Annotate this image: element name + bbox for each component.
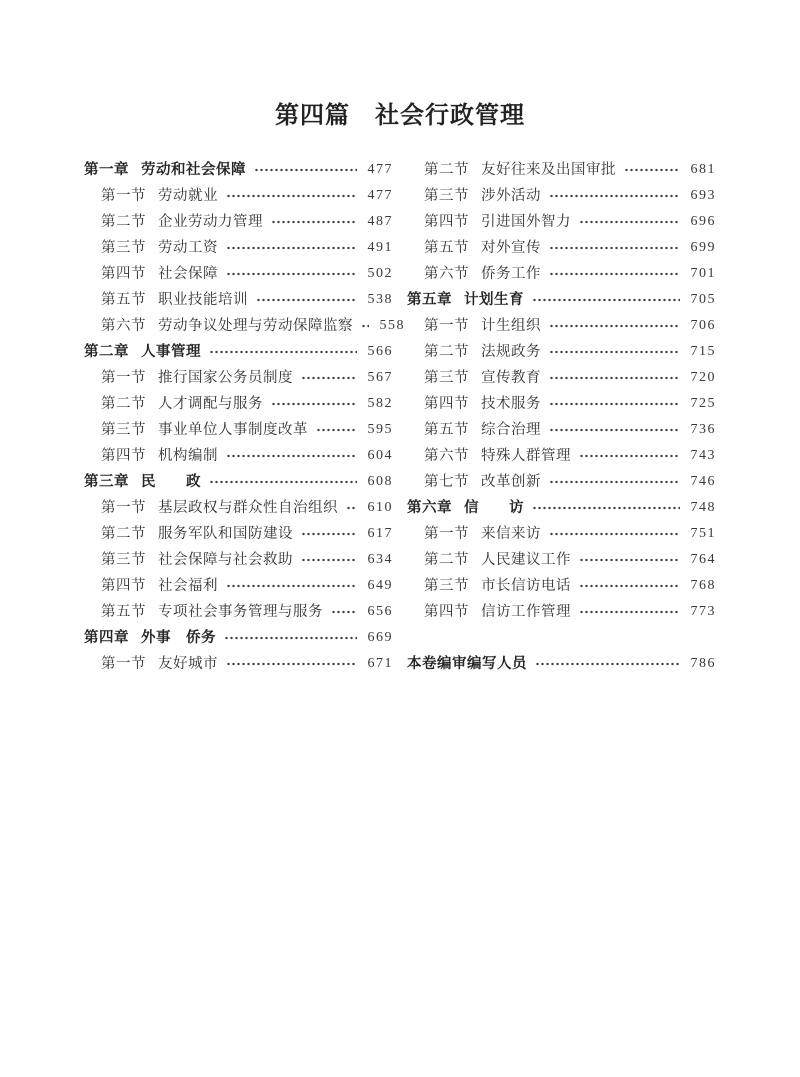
toc-entry xyxy=(407,183,716,209)
dot-leader xyxy=(271,391,357,417)
toc-entry-label: 第二节 xyxy=(101,526,146,542)
dot-leader xyxy=(209,339,357,365)
toc-entry xyxy=(84,235,393,261)
dot-leader xyxy=(346,495,357,521)
toc-entry-page: 567 xyxy=(367,370,393,385)
toc-entry-page: 617 xyxy=(367,526,393,541)
toc-entry-title: 社会保障 xyxy=(158,266,218,282)
toc-entry xyxy=(407,339,716,365)
toc-entry-page: 751 xyxy=(690,526,716,541)
toc-entry-page: 566 xyxy=(367,344,393,359)
toc-entry-page: 699 xyxy=(690,240,716,255)
toc-entry-title: 职业技能培训 xyxy=(158,292,248,308)
toc-entry xyxy=(84,365,393,391)
dot-leader xyxy=(301,547,357,573)
toc-entry xyxy=(84,651,393,677)
dot-leader xyxy=(226,573,357,599)
toc-entry-page: 595 xyxy=(367,422,393,437)
toc-entry-label: 第一节 xyxy=(424,526,469,542)
dot-leader xyxy=(579,209,680,235)
toc-entry-page: 608 xyxy=(367,474,393,489)
toc-entry-page: 681 xyxy=(690,162,716,177)
dot-leader xyxy=(535,651,680,677)
toc-entry-title: 计划生育 xyxy=(464,292,524,308)
dot-leader xyxy=(254,157,357,183)
toc-entry xyxy=(407,651,716,677)
dot-leader xyxy=(549,469,680,495)
toc-entry xyxy=(84,339,393,365)
toc-entry-page: 748 xyxy=(690,500,716,515)
dot-leader xyxy=(256,287,357,313)
toc-entry xyxy=(84,391,393,417)
toc-entry-label: 第二节 xyxy=(424,552,469,568)
toc-entry-label: 第二节 xyxy=(101,396,146,412)
toc-entry xyxy=(407,157,716,183)
dot-leader xyxy=(549,417,680,443)
toc-entry-label: 第一章 xyxy=(84,162,129,178)
toc-entry xyxy=(407,235,716,261)
toc-entry-label: 第四节 xyxy=(424,604,469,620)
toc-entry-title: 机构编制 xyxy=(158,448,218,464)
dot-leader xyxy=(226,261,357,287)
toc-entry-title: 市长信访电话 xyxy=(481,578,571,594)
toc-entry-label: 第三章 xyxy=(84,474,129,490)
toc-entry-page: 705 xyxy=(690,292,716,307)
toc-entry xyxy=(84,547,393,573)
toc-entry-label: 第四节 xyxy=(101,266,146,282)
page-title: 第四篇 社会行政管理 xyxy=(275,103,525,129)
toc-entry-page: 746 xyxy=(690,474,716,489)
toc-entry-title: 劳动工资 xyxy=(158,240,218,256)
toc-entry-label: 第一节 xyxy=(101,188,146,204)
dot-leader xyxy=(579,573,680,599)
toc-entry-label: 第四节 xyxy=(424,214,469,230)
toc-entry-label: 第三节 xyxy=(424,188,469,204)
toc-entry-page: 720 xyxy=(690,370,716,385)
dot-leader xyxy=(209,469,357,495)
toc-entry-label: 第二节 xyxy=(424,162,469,178)
toc-entry xyxy=(84,521,393,547)
toc-entry-title: 法规政务 xyxy=(481,344,541,360)
dot-leader xyxy=(579,547,680,573)
dot-leader xyxy=(226,183,357,209)
toc-entry xyxy=(407,417,716,443)
toc-entry-label: 第五节 xyxy=(424,422,469,438)
dot-leader xyxy=(549,183,680,209)
toc-entry-title: 人事管理 xyxy=(141,344,201,360)
toc-entry xyxy=(84,313,405,339)
toc-entry-title: 民 政 xyxy=(141,474,201,490)
toc-entry-page: 693 xyxy=(690,188,716,203)
toc-entry-label: 第七节 xyxy=(424,474,469,490)
toc-entry-label: 第一节 xyxy=(101,656,146,672)
toc-entry-label: 第五章 xyxy=(407,292,452,308)
toc-entry-label: 第三节 xyxy=(424,578,469,594)
toc-entry-label: 第六节 xyxy=(424,448,469,464)
toc-entry xyxy=(84,573,393,599)
toc-entry-label: 第六节 xyxy=(101,318,146,334)
toc-entry-title: 事业单位人事制度改革 xyxy=(158,422,308,438)
toc-entry xyxy=(84,287,393,313)
toc-entry-title: 引进国外智力 xyxy=(481,214,571,230)
toc-entry-label: 第三节 xyxy=(101,240,146,256)
dot-leader xyxy=(226,443,357,469)
toc-entry-page: 671 xyxy=(367,656,393,671)
toc-entry-page: 538 xyxy=(367,292,393,307)
toc-entry xyxy=(407,573,716,599)
dot-leader xyxy=(549,339,680,365)
toc-entry-title: 劳动争议处理与劳动保障监察 xyxy=(158,318,353,334)
toc-entry-title: 涉外活动 xyxy=(481,188,541,204)
toc-entry-title: 企业劳动力管理 xyxy=(158,214,263,230)
toc-entry-page: 725 xyxy=(690,396,716,411)
toc-entry-page: 768 xyxy=(690,578,716,593)
toc-entry-title: 宣传教育 xyxy=(481,370,541,386)
toc-entry xyxy=(84,417,393,443)
toc-entry xyxy=(407,287,716,313)
toc xyxy=(84,157,716,677)
toc-entry-title: 改革创新 xyxy=(481,474,541,490)
toc-entry xyxy=(407,469,716,495)
dot-leader xyxy=(579,599,680,625)
dot-leader xyxy=(301,521,357,547)
toc-entry xyxy=(84,261,393,287)
toc-entry-title: 服务军队和国防建设 xyxy=(158,526,293,542)
toc-entry-page: 477 xyxy=(367,162,393,177)
toc-entry-label: 第四节 xyxy=(424,396,469,412)
toc-entry-label: 第一节 xyxy=(424,318,469,334)
toc-entry-label: 第三节 xyxy=(101,422,146,438)
toc-entry-page: 656 xyxy=(367,604,393,619)
toc-entry xyxy=(84,625,393,651)
toc-entry-title: 基层政权与群众性自治组织 xyxy=(158,500,338,516)
toc-entry-page: 669 xyxy=(367,630,393,645)
toc-entry-title: 友好城市 xyxy=(158,656,218,672)
toc-entry-label: 第六章 xyxy=(407,500,452,516)
toc-entry-page: 736 xyxy=(690,422,716,437)
toc-entry-title: 技术服务 xyxy=(481,396,541,412)
toc-entry-title: 综合治理 xyxy=(481,422,541,438)
toc-entry-label: 第二节 xyxy=(101,214,146,230)
toc-entry-page: 502 xyxy=(367,266,393,281)
toc-entry-label: 第二节 xyxy=(424,344,469,360)
toc-entry-label: 第五节 xyxy=(101,604,146,620)
toc-entry xyxy=(84,495,393,521)
toc-entry xyxy=(407,365,716,391)
toc-entry-page: 786 xyxy=(690,656,716,671)
toc-entry xyxy=(84,443,393,469)
dot-leader xyxy=(532,495,680,521)
toc-entry-page: 634 xyxy=(367,552,393,567)
toc-left-column xyxy=(84,157,405,677)
dot-leader xyxy=(224,625,357,651)
toc-entry-label: 第三节 xyxy=(424,370,469,386)
toc-entry-page: 604 xyxy=(367,448,393,463)
dot-leader xyxy=(549,313,680,339)
dot-leader xyxy=(549,391,680,417)
toc-entry xyxy=(407,209,716,235)
toc-entry-page: 706 xyxy=(690,318,716,333)
toc-entry-title: 专项社会事务管理与服务 xyxy=(158,604,323,620)
toc-entry-page: 477 xyxy=(367,188,393,203)
toc-entry-page: 696 xyxy=(690,214,716,229)
toc-entry-title: 社会福利 xyxy=(158,578,218,594)
toc-entry-title: 特殊人群管理 xyxy=(481,448,571,464)
toc-entry-label: 第四章 xyxy=(84,630,129,646)
toc-entry-title: 推行国家公务员制度 xyxy=(158,370,293,386)
dot-leader xyxy=(549,235,680,261)
toc-entry-title: 人才调配与服务 xyxy=(158,396,263,412)
dot-leader xyxy=(271,209,357,235)
dot-leader xyxy=(316,417,357,443)
toc-entry-title: 人民建议工作 xyxy=(481,552,571,568)
toc-entry-title: 对外宣传 xyxy=(481,240,541,256)
dot-leader xyxy=(361,313,369,339)
toc-entry xyxy=(84,209,393,235)
toc-entry-page: 715 xyxy=(690,344,716,359)
toc-entry-title: 来信来访 xyxy=(481,526,541,542)
toc-entry-title: 社会保障与社会救助 xyxy=(158,552,293,568)
dot-leader xyxy=(549,521,680,547)
dot-leader xyxy=(579,443,680,469)
toc-entry xyxy=(407,313,716,339)
toc-entry xyxy=(407,547,716,573)
toc-entry-page: 764 xyxy=(690,552,716,567)
toc-entry-page: 649 xyxy=(367,578,393,593)
toc-entry-page: 487 xyxy=(367,214,393,229)
toc-entry-label: 第三节 xyxy=(101,552,146,568)
toc-entry xyxy=(84,599,393,625)
toc-entry-title: 劳动和社会保障 xyxy=(141,162,246,178)
dot-leader xyxy=(549,261,680,287)
dot-leader xyxy=(532,287,680,313)
toc-entry-page: 582 xyxy=(367,396,393,411)
toc-right-column xyxy=(407,157,716,677)
toc-entry xyxy=(84,157,393,183)
toc-entry-label: 第一节 xyxy=(101,370,146,386)
toc-entry-page: 558 xyxy=(379,318,405,333)
dot-leader xyxy=(331,599,357,625)
toc-entry-label: 第五节 xyxy=(424,240,469,256)
toc-entry-label: 第二章 xyxy=(84,344,129,360)
toc-entry-title: 计生组织 xyxy=(481,318,541,334)
toc-entry-label: 第六节 xyxy=(424,266,469,282)
toc-entry-page: 773 xyxy=(690,604,716,619)
dot-leader xyxy=(624,157,680,183)
toc-entry-title: 劳动就业 xyxy=(158,188,218,204)
toc-entry-title: 外事 侨务 xyxy=(141,630,216,646)
toc-entry xyxy=(407,391,716,417)
toc-entry-label: 第四节 xyxy=(101,578,146,594)
toc-entry-page: 701 xyxy=(690,266,716,281)
toc-entry xyxy=(407,521,716,547)
dot-leader xyxy=(226,651,357,677)
toc-entry-title: 友好往来及出国审批 xyxy=(481,162,616,178)
toc-entry xyxy=(407,443,716,469)
toc-entry xyxy=(84,469,393,495)
dot-leader xyxy=(226,235,357,261)
toc-entry-label: 第四节 xyxy=(101,448,146,464)
toc-entry-page: 491 xyxy=(367,240,393,255)
dot-leader xyxy=(301,365,357,391)
toc-entry-title: 信访工作管理 xyxy=(481,604,571,620)
toc-entry xyxy=(407,261,716,287)
toc-entry-title: 信 访 xyxy=(464,500,524,516)
toc-entry-page: 743 xyxy=(690,448,716,463)
toc-entry-page: 610 xyxy=(367,500,393,515)
toc-entry-title: 本卷编审编写人员 xyxy=(407,656,527,672)
toc-entry-label: 第五节 xyxy=(101,292,146,308)
dot-leader xyxy=(549,365,680,391)
toc-entry xyxy=(407,495,716,521)
toc-entry-title: 侨务工作 xyxy=(481,266,541,282)
toc-entry xyxy=(84,183,393,209)
toc-entry xyxy=(407,599,716,625)
toc-entry-label: 第一节 xyxy=(101,500,146,516)
